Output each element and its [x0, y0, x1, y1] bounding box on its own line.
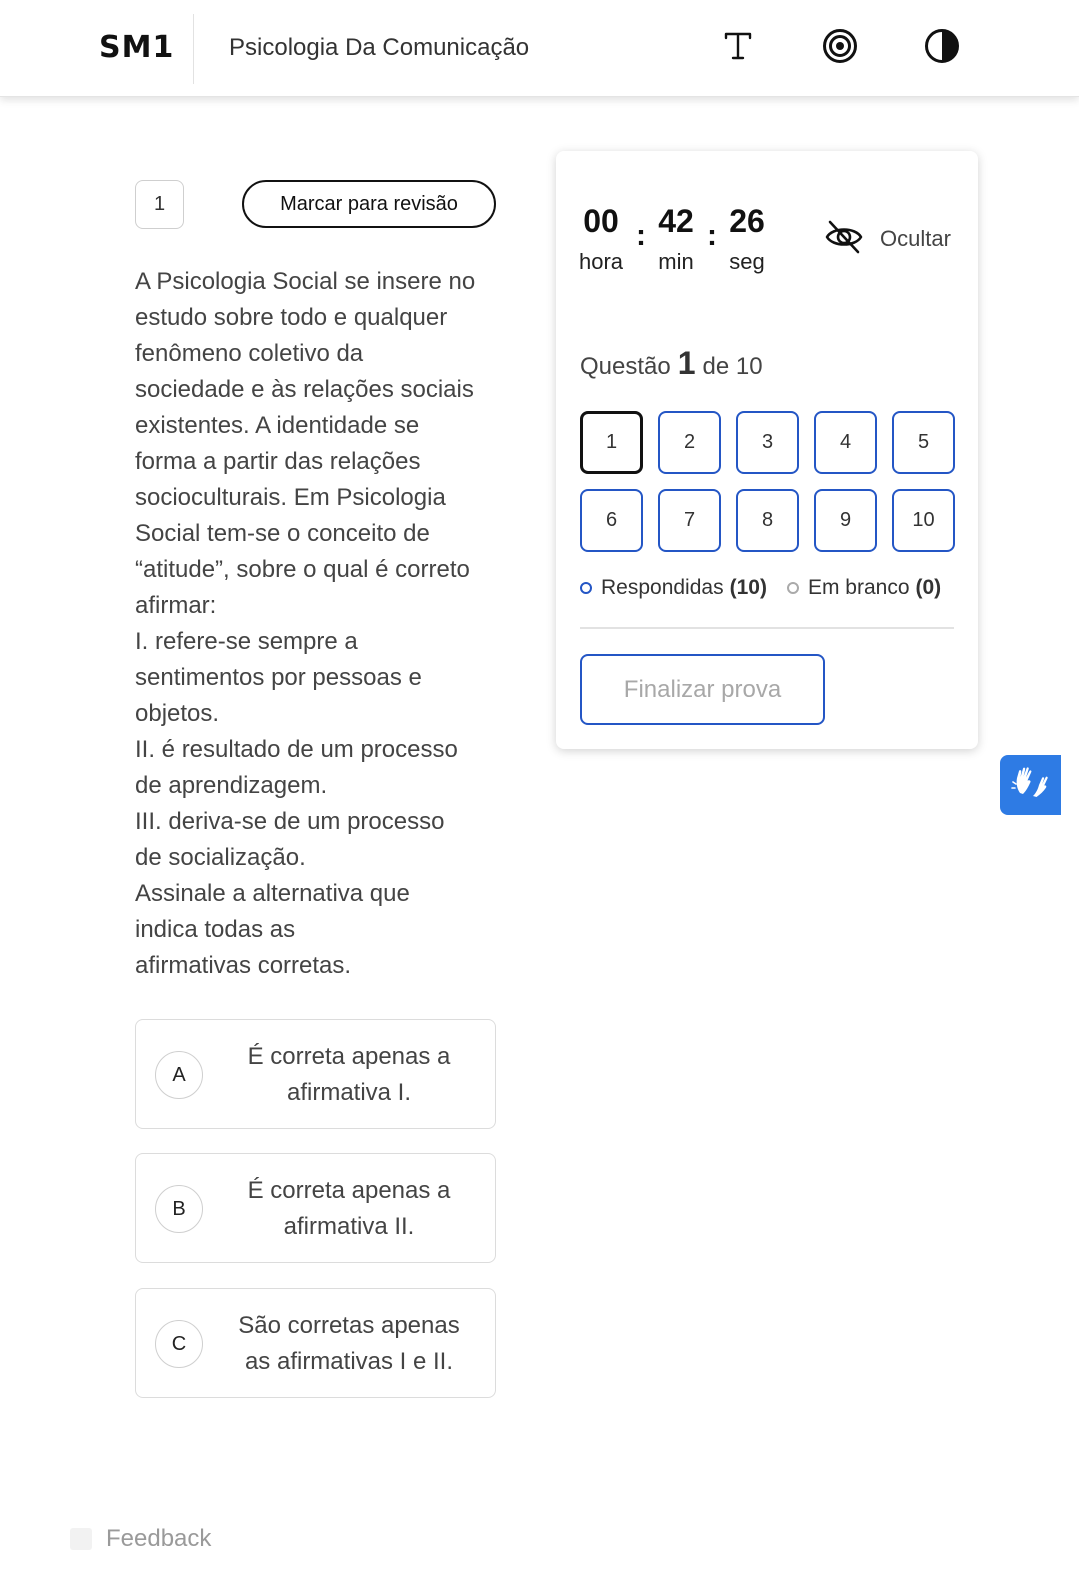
- option-a[interactable]: [135, 1019, 496, 1129]
- question-button-10[interactable]: 10: [892, 489, 955, 552]
- option-text: [221, 1308, 477, 1380]
- question-line: forma a partir das relações: [135, 448, 421, 475]
- option-letter: C: [155, 1320, 203, 1368]
- question-button-6[interactable]: 6: [580, 489, 643, 552]
- option-c[interactable]: [135, 1288, 496, 1398]
- counter-current: 1: [677, 345, 696, 381]
- header-divider: [193, 14, 194, 84]
- question-line: III. deriva-se de um processo: [135, 808, 445, 835]
- timer-hours-label: hora: [578, 249, 624, 274]
- question-button-2[interactable]: 2: [658, 411, 721, 474]
- question-line: II. é resultado de um processo: [135, 736, 458, 763]
- feedback-icon: [70, 1528, 92, 1550]
- question-button-5[interactable]: 5: [892, 411, 955, 474]
- panel-divider: [580, 627, 954, 629]
- text-size-icon[interactable]: [716, 24, 760, 68]
- top-header: [0, 0, 1079, 97]
- answered-dot-icon: [580, 582, 592, 594]
- question-button-3[interactable]: 3: [736, 411, 799, 474]
- option-text: [221, 1173, 477, 1245]
- timer-separator: :: [636, 219, 646, 252]
- target-icon[interactable]: [818, 24, 862, 68]
- question-line: estudo sobre todo e qualquer: [135, 304, 448, 331]
- mark-for-review-button[interactable]: Marcar para revisão: [242, 180, 496, 228]
- option-text-line: É correta apenas a: [247, 1043, 451, 1070]
- question-line: objetos.: [135, 700, 220, 727]
- status-legend: [580, 575, 954, 601]
- question-number: 1: [135, 180, 184, 229]
- question-line: indica todas as: [135, 916, 296, 943]
- question-line: A Psicologia Social se insere no: [135, 268, 476, 295]
- question-button-9[interactable]: 9: [814, 489, 877, 552]
- question-line: afirmativas corretas.: [135, 952, 352, 979]
- question-button-4[interactable]: 4: [814, 411, 877, 474]
- question-line: afirmar:: [135, 592, 217, 619]
- option-text-line: afirmativa II.: [283, 1213, 415, 1240]
- hands-icon: [1011, 763, 1051, 808]
- question-line: sentimentos por pessoas e: [135, 664, 422, 691]
- feedback-link[interactable]: [70, 1522, 211, 1556]
- hide-timer-label: Ocultar: [880, 226, 951, 251]
- timer-minutes: 42: [658, 203, 694, 239]
- finish-exam-button[interactable]: Finalizar prova: [580, 654, 825, 725]
- course-title: Psicologia Da Comunicação: [229, 34, 530, 61]
- question-line: fenômeno coletivo da: [135, 340, 364, 367]
- option-text-line: É correta apenas a: [247, 1177, 451, 1204]
- blank-dot-icon: [787, 582, 799, 594]
- answered-count: (10): [729, 576, 767, 599]
- logo: SM1: [99, 30, 175, 65]
- question-line: Assinale a alternativa que: [135, 880, 410, 907]
- counter-suffix: de 10: [702, 353, 763, 380]
- exam-panel: [556, 151, 978, 749]
- hide-timer-button[interactable]: [824, 217, 964, 261]
- eye-off-icon: [824, 217, 864, 262]
- timer-minutes-label: min: [658, 249, 694, 274]
- option-letter: A: [155, 1051, 203, 1099]
- option-text-line: as afirmativas I e II.: [244, 1348, 454, 1375]
- blank-label: Em branco: [807, 576, 910, 599]
- question-line: de socialização.: [135, 844, 306, 871]
- answered-label: Respondidas: [601, 576, 724, 599]
- blank-count: (0): [915, 576, 942, 599]
- question-button-7[interactable]: 7: [658, 489, 721, 552]
- option-b[interactable]: [135, 1153, 496, 1263]
- timer-separator: :: [707, 219, 717, 252]
- question-button-1[interactable]: 1: [580, 411, 643, 474]
- question-line: de aprendizagem.: [135, 772, 328, 799]
- timer-seconds: 26: [729, 203, 765, 239]
- sign-language-button[interactable]: [1000, 755, 1061, 815]
- counter-prefix: Questão: [580, 353, 671, 380]
- contrast-icon[interactable]: [920, 24, 964, 68]
- question-line: existentes. A identidade se: [135, 412, 420, 439]
- option-text-line: afirmativa I.: [286, 1079, 412, 1106]
- question-line: socioculturais. Em Psicologia: [135, 484, 446, 511]
- timer-seconds-label: seg: [729, 249, 765, 274]
- feedback-label: Feedback: [106, 1525, 212, 1552]
- question-button-8[interactable]: 8: [736, 489, 799, 552]
- option-text-line: São corretas apenas: [238, 1312, 460, 1339]
- question-counter: [580, 345, 763, 382]
- question-line: sociedade e às relações sociais: [135, 376, 474, 403]
- option-text: [221, 1039, 477, 1111]
- question-statement: [135, 264, 505, 984]
- option-letter: B: [155, 1185, 203, 1233]
- timer-hours: 00: [583, 203, 619, 239]
- question-line: “atitude”, sobre o qual é correto: [135, 556, 470, 583]
- question-line: Social tem-se o conceito de: [135, 520, 430, 547]
- question-line: I. refere-se sempre a: [135, 628, 358, 655]
